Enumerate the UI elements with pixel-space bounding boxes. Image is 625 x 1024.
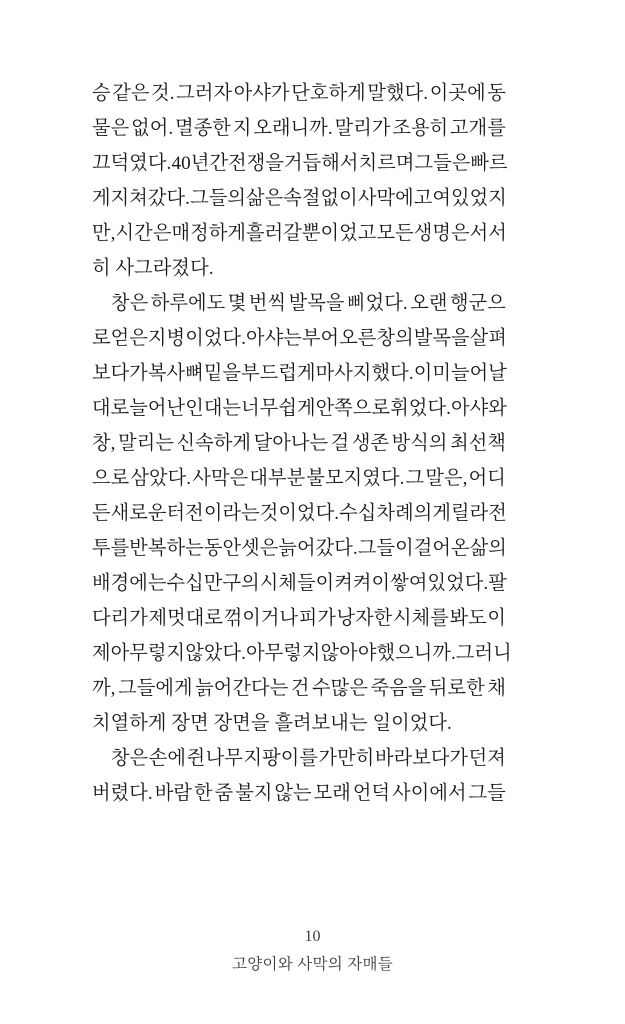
text-word: 것이었다. <box>259 503 340 524</box>
text-word: 지쳐갔다. <box>110 188 191 209</box>
text-word: 치르며 <box>358 153 415 174</box>
text-word: 낭자한 <box>336 608 393 629</box>
text-word: 했으니까. <box>376 643 456 664</box>
text-word: 피가 <box>298 608 336 629</box>
text-word: 말리가 <box>334 118 391 139</box>
text-word: 삼았다. <box>130 468 192 489</box>
text-word: 으로 <box>92 468 130 489</box>
text-word: 터전이라는 <box>166 503 260 524</box>
text-word: 불지 <box>235 783 273 804</box>
text-word: 투를 <box>92 538 130 559</box>
text-word: 창은 <box>111 293 149 314</box>
text-word: 사막에 <box>357 188 414 209</box>
text-word: 대부분 <box>249 468 306 489</box>
text-word: 수십 <box>339 503 377 524</box>
text-line: 히 사그라졌다. <box>92 258 214 279</box>
text-word: 조용히 <box>392 118 449 139</box>
text-word: 손에 <box>148 748 187 769</box>
text-word: 멸종한 <box>175 118 232 139</box>
text-word: 전쟁을 <box>228 153 285 174</box>
text-word: 달아나는 <box>253 433 329 454</box>
paragraph <box>92 286 512 741</box>
text-word: 언덕 <box>352 783 391 804</box>
text-word: 그들의 <box>190 188 246 209</box>
text-word: 버렸다. <box>92 783 153 804</box>
text-word: 끄덕였다. <box>92 153 172 174</box>
text-word: 배경에는 <box>92 573 167 594</box>
text-line <box>92 426 506 461</box>
text-word: 봐도 <box>449 608 487 629</box>
text-line: 치열하게 장면 장면을 흘려보내는 일이었다. <box>92 713 452 734</box>
text-word: 매정하게 <box>171 223 246 244</box>
text-word: 단호하게 <box>291 83 366 104</box>
text-word: 지병이었다. <box>147 328 246 349</box>
text-word: 그러니 <box>455 643 512 664</box>
text-word: 얻은 <box>110 328 148 349</box>
text-word: 나무 <box>205 748 243 769</box>
page-text-block <box>92 76 512 811</box>
text-word: 않는 <box>274 783 312 804</box>
text-line <box>92 461 506 496</box>
text-word: 같은 <box>112 83 150 104</box>
text-line <box>92 741 506 776</box>
text-word: 빠르 <box>470 153 508 174</box>
text-word: 새로운 <box>110 503 167 524</box>
text-word: 가만히 <box>318 748 375 769</box>
text-line <box>92 181 506 216</box>
text-word: 인대는 <box>185 398 242 419</box>
text-line <box>92 216 506 251</box>
text-word: 고여 <box>413 188 451 209</box>
text-word: 창은 <box>111 748 149 769</box>
text-word: 동안 <box>203 538 242 559</box>
text-word: 삶의 <box>469 538 507 559</box>
text-word: 창, <box>92 433 116 454</box>
text-line <box>92 601 506 636</box>
text-word: 셋은 <box>241 538 279 559</box>
text-word: 지 <box>232 118 252 139</box>
text-word: 지팡이를 <box>243 748 319 769</box>
text-word: 고개를 <box>450 118 506 139</box>
text-word: 삶은 <box>245 188 284 209</box>
page-number: 10 <box>304 928 321 945</box>
text-word: 제 <box>92 643 111 664</box>
text-line <box>92 531 506 566</box>
text-word: 꺾이거나 <box>223 608 299 629</box>
paragraph <box>92 76 506 286</box>
text-word: 몇 <box>227 293 247 314</box>
text-word: 행군으 <box>450 293 506 314</box>
paragraph <box>92 741 506 811</box>
text-word: 보다가 <box>92 363 148 384</box>
text-word: 늙어간다는 <box>195 678 289 699</box>
text-word: 쉽게 <box>278 398 316 419</box>
text-line <box>92 321 506 356</box>
text-word: 그들은 <box>414 153 471 174</box>
text-word: 건 <box>290 678 310 699</box>
text-word: 늘어날 <box>451 363 507 384</box>
text-word: 최선책 <box>450 433 506 454</box>
text-word: 이미 <box>413 363 451 384</box>
text-word: 던져 <box>468 748 506 769</box>
text-word: 오래니까. <box>253 118 333 139</box>
text-word: 한 <box>194 783 213 804</box>
text-word: 아무렇지 <box>246 643 321 664</box>
text-word: 전 <box>488 503 507 524</box>
text-word: 방식의 <box>391 433 448 454</box>
text-word: 바라보다가 <box>374 748 469 769</box>
text-word: 아무렇지 <box>110 643 186 664</box>
text-word: 모래 <box>313 783 351 804</box>
text-word: 늙어갔다. <box>278 538 358 559</box>
text-word: 까, <box>92 678 116 699</box>
text-word: 밑을 <box>203 363 242 384</box>
text-line <box>92 286 506 321</box>
text-word: 하루에도 <box>150 293 226 314</box>
text-line <box>92 111 506 146</box>
text-word: 늘어난 <box>129 398 186 419</box>
text-word: 않아야 <box>320 643 377 664</box>
text-line <box>92 356 506 391</box>
text-word: 그 <box>405 468 425 489</box>
text-word: 너무 <box>241 398 279 419</box>
text-word: 뒤로한 <box>428 678 485 699</box>
text-word: 복사뼈 <box>147 363 204 384</box>
text-word: 팔 <box>488 573 507 594</box>
text-word: 것. <box>151 83 175 104</box>
text-word: 40년간 <box>171 153 229 174</box>
text-line <box>92 496 506 531</box>
text-word: 없어. <box>131 118 174 139</box>
text-word: 발목을 <box>288 293 345 314</box>
text-word: 생존 <box>351 433 390 454</box>
text-word: 부드럽게 <box>241 363 316 384</box>
text-word: 발목을 <box>413 328 470 349</box>
text-word: 말은, <box>425 468 468 489</box>
text-word: 바람 <box>154 783 193 804</box>
text-word: 게릴라 <box>432 503 489 524</box>
text-word: 물은 <box>92 118 130 139</box>
text-word: 대로 <box>92 398 130 419</box>
text-word: 아샤는 <box>246 328 302 349</box>
text-word: 말했다. <box>367 83 429 104</box>
text-word: 거듭해서 <box>284 153 359 174</box>
text-word: 생명은 <box>413 223 470 244</box>
text-word: 오랜 <box>410 293 448 314</box>
text-word: 만, <box>92 223 116 244</box>
text-line <box>92 146 506 181</box>
text-line <box>92 566 506 601</box>
text-word: 제멋대로 <box>148 608 224 629</box>
text-word: 부어오른 <box>301 328 377 349</box>
text-word: 삐었다. <box>347 293 408 314</box>
text-word: 어디 <box>468 468 506 489</box>
text-word: 시간은 <box>115 223 172 244</box>
text-word: 걸어온 <box>413 538 470 559</box>
text-word: 사이에서 <box>392 783 467 804</box>
text-word: 반복하는 <box>129 538 204 559</box>
text-word: 그러자 <box>176 83 233 104</box>
text-word: 든 <box>92 503 111 524</box>
text-word: 아샤가 <box>233 83 290 104</box>
text-word: 번씩 <box>248 293 287 314</box>
text-word: 않았다. <box>185 643 246 664</box>
text-line <box>92 776 506 811</box>
text-word: 로 <box>92 328 111 349</box>
text-word: 채 <box>487 678 506 699</box>
text-word: 속절없이 <box>283 188 358 209</box>
text-word: 쥔 <box>186 748 206 769</box>
text-word: 동 <box>487 83 506 104</box>
text-word: 그들 <box>468 783 506 804</box>
text-word: 불모지였다. <box>306 468 405 489</box>
text-word: 이곳에 <box>429 83 486 104</box>
text-line <box>92 636 512 671</box>
text-word: 죽음을 <box>370 678 427 699</box>
text-word: 흘러갈 <box>246 223 302 244</box>
text-word: 서서 <box>469 223 507 244</box>
text-word: 구의 <box>222 573 260 594</box>
text-word: 아샤와 <box>451 398 507 419</box>
text-word: 있었다. <box>427 573 489 594</box>
text-word: 차례의 <box>376 503 433 524</box>
text-word: 줌 <box>214 783 234 804</box>
text-word: 말리는 <box>118 433 174 454</box>
text-word: 시체들이 <box>259 573 335 594</box>
text-word: 쌓여 <box>390 573 428 594</box>
text-word: 창의 <box>376 328 414 349</box>
text-word: 켜켜이 <box>334 573 391 594</box>
text-word: 뿐이었고 <box>301 223 377 244</box>
text-word: 다리가 <box>92 608 148 629</box>
text-line <box>92 76 506 111</box>
text-word: 모든 <box>376 223 414 244</box>
text-word: 살펴 <box>469 328 507 349</box>
text-word: 걸 <box>330 433 350 454</box>
text-word: 그들이 <box>357 538 414 559</box>
text-word: 있었지 <box>451 188 507 209</box>
text-word: 수많은 <box>312 678 368 699</box>
text-word: 시체를 <box>393 608 449 629</box>
text-word: 승 <box>92 83 111 104</box>
text-word: 그들에게 <box>118 678 193 699</box>
text-word: 마사지했다. <box>315 363 414 384</box>
text-word: 게 <box>92 188 111 209</box>
text-line <box>92 671 506 706</box>
text-word: 안쪽으로 <box>315 398 391 419</box>
text-word: 사막은 <box>192 468 249 489</box>
text-line <box>92 391 506 426</box>
text-word: 이 <box>487 608 506 629</box>
text-word: 수십만 <box>166 573 223 594</box>
text-word: 신속하게 <box>176 433 252 454</box>
running-footer-book-title: 고양이와 사막의 자매들 <box>231 956 394 973</box>
text-word: 휘었다. <box>390 398 452 419</box>
